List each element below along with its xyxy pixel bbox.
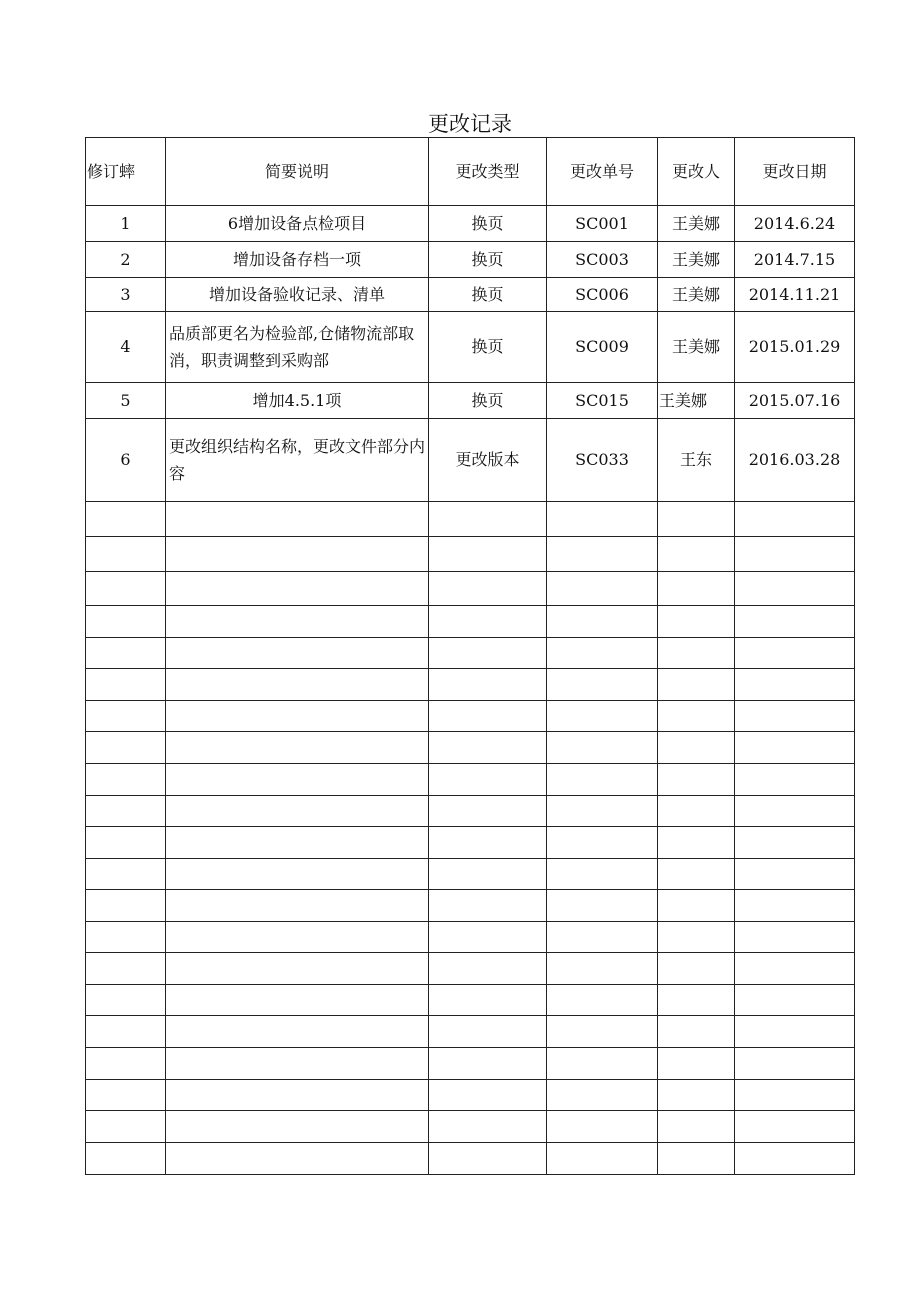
empty-row [86,922,855,953]
empty-cell [166,827,429,859]
empty-cell [547,859,658,890]
table-row [86,312,855,383]
empty-cell [86,669,166,701]
empty-cell [86,1048,166,1080]
empty-cell [547,669,658,701]
empty-row [86,859,855,890]
revision-table [85,137,855,1175]
empty-cell [735,1016,855,1048]
empty-cell [429,953,547,985]
cell-revision-no: 5 [86,383,166,419]
empty-cell [86,638,166,669]
empty-cell [166,1111,429,1143]
cell-description: 增加4.5.1项 [166,383,429,419]
page-title: 更改记录 [428,112,512,136]
empty-cell [735,953,855,985]
empty-cell [166,537,429,572]
empty-cell [547,606,658,638]
empty-cell [735,502,855,537]
cell-change-order: SC003 [547,242,658,278]
empty-row [86,701,855,732]
cell-change-type: 换页 [429,278,547,312]
empty-cell [429,859,547,890]
empty-cell [735,764,855,796]
empty-cell [429,890,547,922]
empty-cell [735,537,855,572]
cell-changer: 王美娜 [658,242,735,278]
empty-cell [429,827,547,859]
empty-cell [86,859,166,890]
empty-cell [658,859,735,890]
empty-cell [547,638,658,669]
empty-cell [658,638,735,669]
empty-row [86,606,855,638]
cell-change-date: 2014.7.15 [735,242,855,278]
empty-cell [658,953,735,985]
empty-cell [86,827,166,859]
table-row [86,206,855,242]
empty-cell [547,1111,658,1143]
empty-cell [547,985,658,1016]
empty-cell [429,1111,547,1143]
empty-cell [86,1143,166,1175]
empty-cell [658,606,735,638]
empty-cell [86,890,166,922]
empty-cell [735,859,855,890]
empty-cell [166,985,429,1016]
empty-row [86,1111,855,1143]
empty-cell [547,1080,658,1111]
cell-description: 更改组织结构名称，更改文件部分内容 [166,419,429,502]
empty-cell [735,796,855,827]
empty-cell [429,1048,547,1080]
empty-cell [86,1111,166,1143]
empty-cell [429,701,547,732]
cell-revision-no: 2 [86,242,166,278]
empty-cell [429,502,547,537]
cell-change-date: 2014.11.21 [735,278,855,312]
empty-cell [547,1048,658,1080]
empty-cell [166,1048,429,1080]
empty-cell [658,701,735,732]
empty-cell [429,764,547,796]
cell-changer: 王东 [658,419,735,502]
header-change-date: 更改日期 [735,138,855,206]
empty-row [86,1048,855,1080]
empty-cell [166,732,429,764]
empty-cell [735,1143,855,1175]
empty-row [86,796,855,827]
empty-cell [658,537,735,572]
empty-cell [166,502,429,537]
empty-cell [86,985,166,1016]
cell-changer: 王美娜 [658,312,735,383]
empty-cell [166,1080,429,1111]
table-row [86,278,855,312]
empty-cell [86,606,166,638]
empty-cell [547,827,658,859]
empty-cell [166,606,429,638]
empty-row [86,985,855,1016]
empty-cell [86,953,166,985]
empty-cell [735,701,855,732]
empty-cell [166,1016,429,1048]
empty-cell [86,796,166,827]
cell-change-type: 换页 [429,383,547,419]
empty-cell [658,827,735,859]
empty-cell [547,796,658,827]
cell-change-date: 2014.6.24 [735,206,855,242]
empty-cell [86,922,166,953]
empty-cell [658,1048,735,1080]
empty-cell [658,669,735,701]
empty-cell [735,572,855,606]
empty-rows [86,502,855,1175]
empty-row [86,953,855,985]
empty-cell [166,638,429,669]
empty-cell [547,537,658,572]
empty-cell [429,922,547,953]
empty-cell [735,1080,855,1111]
empty-cell [547,1016,658,1048]
empty-cell [166,890,429,922]
empty-cell [735,638,855,669]
empty-cell [429,1143,547,1175]
empty-row [86,1016,855,1048]
empty-cell [166,764,429,796]
header-change-type: 更改类型 [429,138,547,206]
empty-cell [547,572,658,606]
cell-change-type: 更改版本 [429,419,547,502]
empty-cell [735,890,855,922]
cell-revision-no: 1 [86,206,166,242]
empty-row [86,638,855,669]
header-change-order: 更改单号 [547,138,658,206]
empty-cell [658,922,735,953]
empty-cell [735,985,855,1016]
empty-cell [658,732,735,764]
empty-cell [735,606,855,638]
cell-changer: 王美娜 [658,206,735,242]
empty-cell [547,502,658,537]
empty-cell [735,1048,855,1080]
empty-cell [547,701,658,732]
empty-cell [86,701,166,732]
empty-cell [735,669,855,701]
empty-cell [86,572,166,606]
cell-description: 增加设备存档一项 [166,242,429,278]
cell-change-order: SC009 [547,312,658,383]
empty-cell [658,985,735,1016]
empty-cell [429,732,547,764]
empty-cell [166,669,429,701]
empty-cell [658,796,735,827]
empty-cell [658,890,735,922]
empty-cell [166,953,429,985]
empty-cell [86,1016,166,1048]
empty-cell [735,827,855,859]
empty-cell [658,1143,735,1175]
cell-change-order: SC015 [547,383,658,419]
cell-change-order: SC033 [547,419,658,502]
empty-row [86,827,855,859]
empty-row [86,890,855,922]
empty-cell [735,732,855,764]
empty-cell [86,502,166,537]
cell-change-date: 2015.07.16 [735,383,855,419]
cell-change-date: 2016.03.28 [735,419,855,502]
empty-cell [166,922,429,953]
cell-change-order: SC001 [547,206,658,242]
cell-description: 品质部更名为检验部,仓储物流部取消，职责调整到采购部 [166,312,429,383]
cell-revision-no: 4 [86,312,166,383]
empty-cell [429,606,547,638]
empty-cell [86,537,166,572]
empty-cell [429,985,547,1016]
empty-cell [547,922,658,953]
empty-cell [166,572,429,606]
empty-cell [547,890,658,922]
cell-change-type: 换页 [429,312,547,383]
empty-row [86,669,855,701]
empty-cell [547,764,658,796]
empty-cell [429,638,547,669]
empty-cell [735,1111,855,1143]
table-row [86,383,855,419]
header-revision-no: 修订蟀 [86,138,166,206]
empty-row [86,502,855,537]
empty-row [86,1080,855,1111]
empty-cell [429,537,547,572]
cell-description: 6增加设备点检项目 [166,206,429,242]
header-description: 简要说明 [166,138,429,206]
table-row [86,242,855,278]
empty-cell [547,732,658,764]
table-row [86,419,855,502]
empty-cell [86,764,166,796]
empty-cell [86,732,166,764]
empty-cell [547,1143,658,1175]
cell-changer: 王美娜 [658,383,735,419]
empty-row [86,732,855,764]
empty-cell [429,1016,547,1048]
empty-cell [735,922,855,953]
empty-cell [658,1080,735,1111]
cell-description: 增加设备验收记录、清单 [166,278,429,312]
empty-row [86,764,855,796]
empty-cell [429,796,547,827]
empty-row [86,572,855,606]
empty-row [86,537,855,572]
header-changer: 更改人 [658,138,735,206]
empty-cell [166,701,429,732]
empty-cell [429,572,547,606]
empty-cell [658,1111,735,1143]
cell-change-date: 2015.01.29 [735,312,855,383]
empty-cell [658,1016,735,1048]
empty-cell [86,1080,166,1111]
empty-cell [166,796,429,827]
empty-cell [429,1080,547,1111]
cell-change-order: SC006 [547,278,658,312]
empty-cell [658,572,735,606]
empty-cell [166,1143,429,1175]
empty-cell [547,953,658,985]
cell-revision-no: 6 [86,419,166,502]
cell-revision-no: 3 [86,278,166,312]
empty-cell [429,669,547,701]
cell-changer: 王美娜 [658,278,735,312]
empty-cell [166,859,429,890]
empty-row [86,1143,855,1175]
empty-cell [658,764,735,796]
cell-change-type: 换页 [429,242,547,278]
empty-cell [658,502,735,537]
table-header-row [86,138,855,206]
cell-change-type: 换页 [429,206,547,242]
